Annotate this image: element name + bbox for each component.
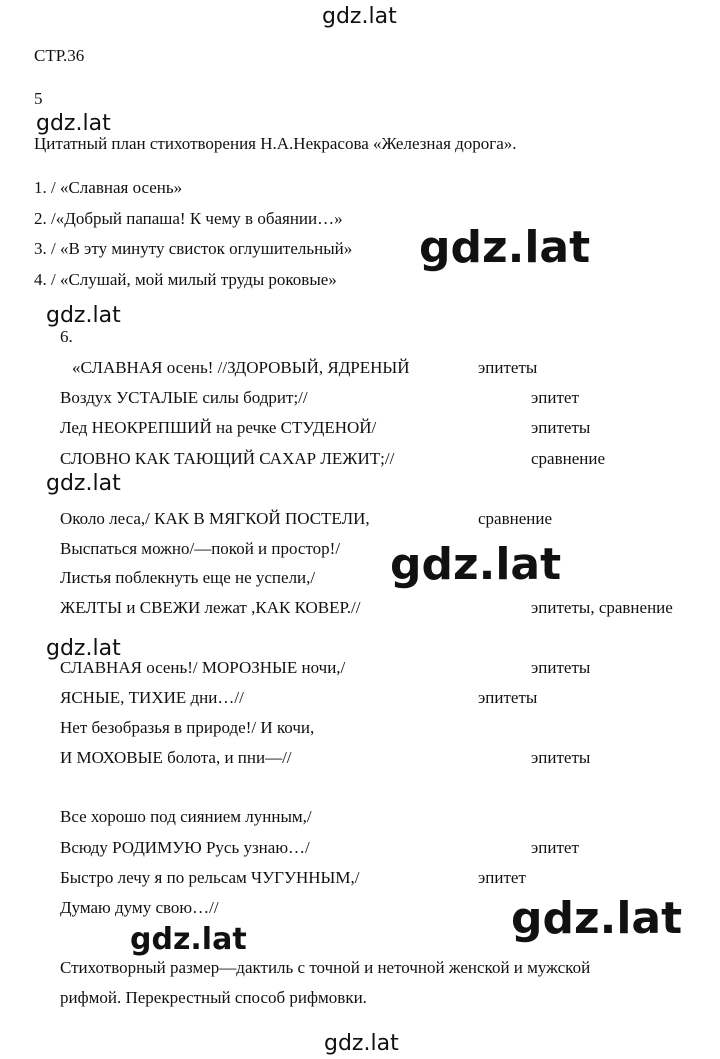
task-number: 6. [60, 327, 73, 346]
poem-line: ЯСНЫЕ, ТИХИЕ дни…// [60, 688, 244, 707]
watermark: gdz.lat [36, 111, 111, 136]
watermark: gdz.lat [46, 471, 121, 496]
poem-line: Выспаться можно/—покой и простор!/ [60, 539, 341, 558]
device-note: эпитет [531, 838, 579, 857]
plan-item: 4. / «Слушай, мой милый труды роковые» [34, 270, 337, 289]
poem-line: СЛОВНО КАК ТАЮЩИЙ САХАР ЛЕЖИТ;// [60, 449, 395, 468]
poem-line: Около леса,/ КАК В МЯГКОЙ ПОСТЕЛИ, [60, 509, 370, 528]
poem-line: Лед НЕОКРЕПШИЙ на речке СТУДЕНОЙ/ [60, 418, 377, 437]
poem-line: Все хорошо под сиянием лунным,/ [60, 807, 312, 826]
watermark: gdz.lat [46, 303, 121, 328]
watermark: gdz.lat [322, 4, 397, 29]
watermark: gdz.lat [390, 539, 562, 590]
poem-line: Листья поблекнуть еще не успели,/ [60, 568, 316, 587]
task-number: 5 [34, 89, 43, 108]
watermark: gdz.lat [130, 922, 247, 957]
watermark: gdz.lat [511, 893, 683, 944]
plan-item: 2. /«Добрый папаша! К чему в обаянии…» [34, 209, 343, 228]
conclusion-line: Стихотворный размер—дактиль с точной и неточной женской и мужской [60, 958, 591, 977]
device-note: эпитеты [478, 688, 538, 707]
device-note: сравнение [531, 449, 606, 468]
device-note: эпитеты [478, 358, 538, 377]
device-note: сравнение [478, 509, 553, 528]
watermark: gdz.lat [46, 636, 121, 661]
device-note: эпитеты, сравнение [531, 598, 673, 617]
poem-line: ЖЕЛТЫ и СВЕЖИ лежат ,КАК КОВЕР.// [60, 598, 361, 617]
plan-item: 3. / «В эту минуту свисток оглушительный» [34, 239, 353, 258]
poem-line: Быстро лечу я по рельсам ЧУГУННЫМ,/ [60, 868, 360, 887]
page-number: СТР.36 [34, 46, 85, 65]
poem-line: И МОХОВЫЕ болота, и пни—// [60, 748, 292, 767]
plan-item: 1. / «Славная осень» [34, 178, 183, 197]
poem-line: Думаю думу свою…// [60, 898, 219, 917]
device-note: эпитеты [531, 748, 591, 767]
plan-title: Цитатный план стихотворения Н.А.Некрасова «Железная дорога». [34, 134, 517, 153]
poem-line: «СЛАВНАЯ осень! //ЗДОРОВЫЙ, ЯДРЕНЫЙ [72, 358, 410, 377]
watermark: gdz.lat [419, 222, 591, 273]
poem-line: Нет безобразья в природе!/ И кочи, [60, 718, 315, 737]
device-note: эпитет [478, 868, 526, 887]
watermark: gdz.lat [324, 1031, 399, 1056]
device-note: эпитеты [531, 658, 591, 677]
conclusion-line: рифмой. Перекрестный способ рифмовки. [60, 988, 367, 1007]
device-note: эпитет [531, 388, 579, 407]
poem-line: СЛАВНАЯ осень!/ МОРОЗНЫЕ ночи,/ [60, 658, 346, 677]
poem-line: Всюду РОДИМУЮ Русь узнаю…/ [60, 838, 310, 857]
poem-line: Воздух УСТАЛЫЕ силы бодрит;// [60, 388, 308, 407]
device-note: эпитеты [531, 418, 591, 437]
